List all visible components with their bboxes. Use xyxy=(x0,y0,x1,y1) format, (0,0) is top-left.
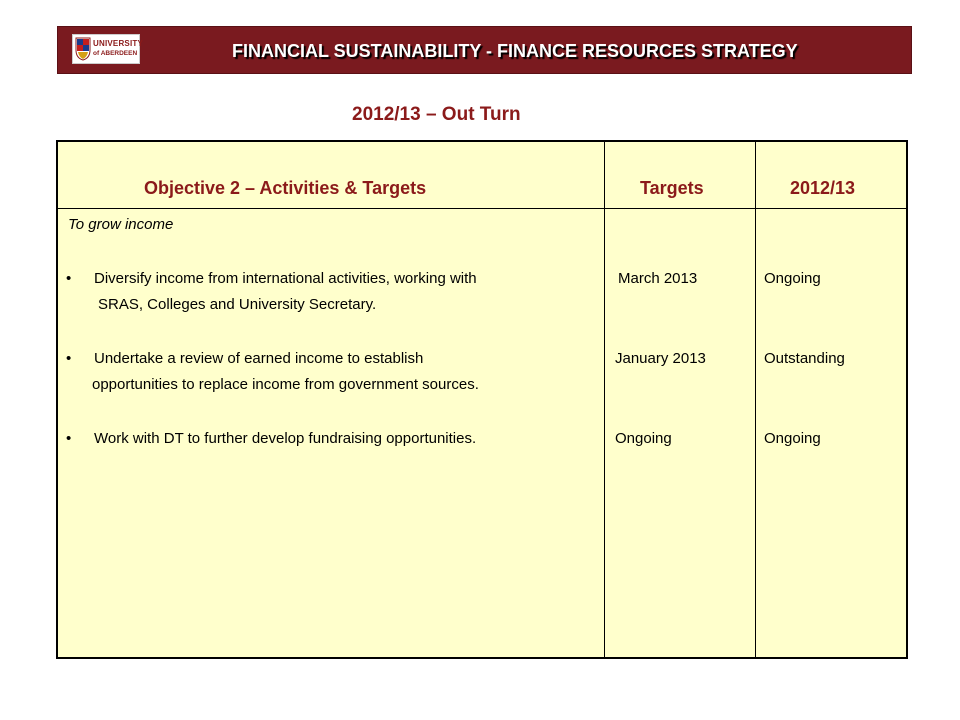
column-divider xyxy=(604,142,605,657)
column-header-targets: Targets xyxy=(640,178,704,198)
header-divider xyxy=(58,208,906,209)
logo-text-university: UNIVERSITY xyxy=(93,39,144,48)
activity-text: Diversify income from international activities, working with xyxy=(94,270,477,287)
target-value: January 2013 xyxy=(615,350,706,367)
status-value: Outstanding xyxy=(764,350,845,367)
objectives-table xyxy=(56,140,908,659)
bullet-marker: • xyxy=(66,430,72,447)
activity-text: Undertake a review of earned income to establish xyxy=(94,350,424,367)
page-subtitle: 2012/13 – Out Turn xyxy=(352,104,521,125)
logo-text-aberdeen: of ABERDEEN xyxy=(93,50,138,57)
bullet-marker: • xyxy=(66,350,72,367)
banner-title: FINANCIAL SUSTAINABILITY - FINANCE RESOURCES STRATEGY xyxy=(232,41,798,61)
column-header-objective: Objective 2 – Activities & Targets xyxy=(144,178,427,198)
column-divider xyxy=(755,142,756,657)
column-header-year: 2012/13 xyxy=(790,178,856,198)
crest-icon xyxy=(75,37,91,61)
status-value: Ongoing xyxy=(764,270,821,287)
activity-text: SRAS, Colleges and University Secretary. xyxy=(98,296,377,313)
activity-text: Work with DT to further develop fundraising opportunities. xyxy=(94,430,477,447)
activity-text: opportunities to replace income from government sources. xyxy=(92,376,479,393)
university-logo xyxy=(72,34,144,64)
target-value: Ongoing xyxy=(615,430,672,447)
status-value: Ongoing xyxy=(764,430,821,447)
bullet-marker: • xyxy=(66,270,72,287)
target-value: March 2013 xyxy=(618,270,698,287)
intro-text: To grow income xyxy=(68,216,174,233)
